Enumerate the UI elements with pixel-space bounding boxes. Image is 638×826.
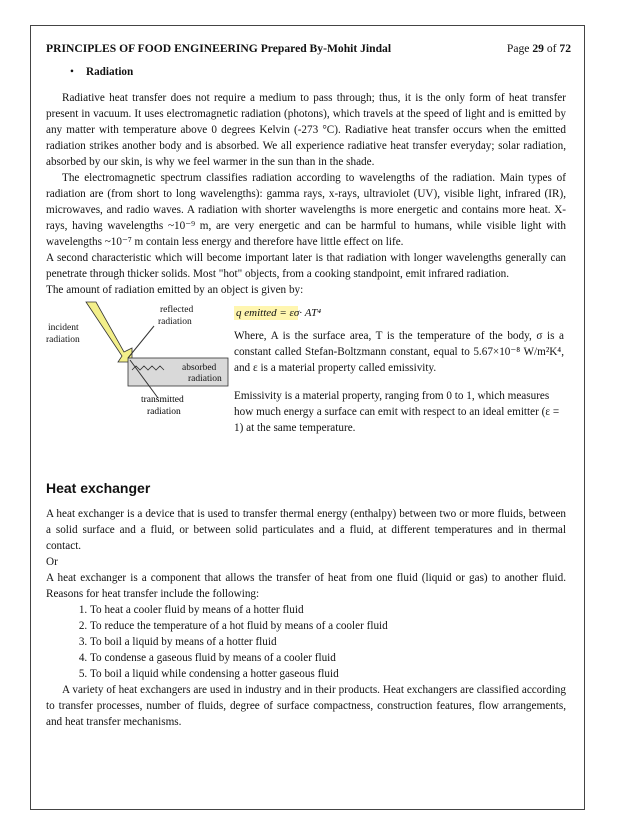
- document-title: PRINCIPLES OF FOOD ENGINEERING Prepared By-Mohit Jindal: [46, 42, 392, 55]
- page-content: [46, 64, 566, 730]
- radiation-paragraph-3: A second characteristic which will become important later is that radiation with longer wavelengths generally can penetrate through thicker solids. Most "hot" objects, from a cooking standpoint, emit infrared radiation.: [46, 252, 566, 280]
- formula-explanation: Where, A is the surface area, T is the temperature of the body, σ is a constant called Stefan-Boltzmann constant, equal to 5.67×10⁻⁸ W/m²K⁴, and ε is a material property called emissivity.: [234, 330, 564, 374]
- incident-label-1: incident: [48, 323, 79, 333]
- transmitted-label-1: transmitted: [141, 395, 184, 405]
- list-item: 3. To boil a liquid by means of a hotter fluid: [90, 634, 566, 650]
- radiation-heading: • Radiation: [70, 66, 134, 78]
- transmitted-label-2: radiation: [147, 407, 181, 417]
- reflected-ray: [128, 326, 154, 358]
- heat-exchanger-paragraph-2: A heat exchanger is a component that allows the transfer of heat from one fluid (liquid or gas) to another fluid. Reasons for heat transfer include the following:: [46, 572, 566, 600]
- transmitted-labels: [141, 392, 211, 420]
- list-item: 5. To boil a liquid while condensing a hotter gaseous fluid: [90, 666, 566, 682]
- radiation-paragraph-1: Radiative heat transfer does not require a medium to pass through; thus, it is the only form of heat transfer present in vacuum. It uses electromagnetic radiation (photons), which travels at the speed of light and is emitted by any matter with temperature above 0 degrees Kelvin (-273 °C). Radiative heat transfer occurs when the emitted radiation strikes another body and is absorbed. We all experience radiative heat transfer everyday; solar radiation, absorbed by our skin, is why we feel warmer in the sun than in the shade.: [46, 92, 566, 168]
- heat-transfer-reasons-list: [46, 602, 566, 682]
- current-page: 29: [532, 42, 544, 55]
- page-number: Page 29 of 72: [506, 42, 571, 55]
- total-pages: 72: [559, 42, 571, 55]
- list-item: 1. To heat a cooler fluid by means of a hotter fluid: [90, 602, 566, 618]
- heat-exchanger-paragraph-3: A variety of heat exchangers are used in industry and in their products. Heat exchangers are classified according to transfer processes, number of fluids, degree of surface compactness, construction features, flow arrangements, and heat transfer mechanisms.: [46, 684, 566, 728]
- reflected-label-2: radiation: [158, 317, 192, 327]
- or-separator: Or: [46, 556, 58, 568]
- radiation-paragraph-4: The amount of radiation emitted by an object is given by:: [46, 284, 304, 296]
- reflected-label-1: reflected: [160, 305, 194, 315]
- incident-label-2: radiation: [46, 335, 80, 345]
- heat-exchanger-heading: Heat exchanger: [46, 480, 151, 496]
- list-item: 2. To reduce the temperature of a hot fluid by means of a cooler fluid: [90, 618, 566, 634]
- radiation-diagram: [46, 300, 231, 400]
- incident-arrow: [86, 302, 132, 362]
- bullet-icon: •: [70, 66, 74, 78]
- absorbed-label-2: radiation: [188, 374, 222, 384]
- radiation-paragraph-2: The electromagnetic spectrum classifies radiation according to wavelengths of the radiation. Main types of radiation are (from short to long wavelengths): gamma rays, x-rays, ultraviolet (UV), visible light, infrared (IR), microwaves, and radio waves. A radiation with shorter wavelengths is more energetic and contains more heat. X-rays, having wavelengths ~10⁻⁹ m, are very energetic and can be harmful to humans, while visible light with wavelengths ~10⁻⁷ m contain less energy and therefore have little effect on life.: [46, 172, 566, 248]
- heat-exchanger-paragraph-1: A heat exchanger is a device that is used to transfer thermal energy (enthalpy) between two or more fluids, between a solid surface and a fluid, or between solid particulates and a fluid, at different temperatures and in thermal contact.: [46, 508, 566, 552]
- absorbed-label-1: absorbed: [182, 363, 217, 373]
- radiation-figure: [46, 300, 566, 434]
- emissivity-paragraph: Emissivity is a material property, ranging from 0 to 1, which measures how much energy a surface can emit with respect to an ideal emitter (ε = 1) at the same temperature.: [234, 390, 560, 434]
- radiation-formula: q emitted = εσ· AT⁴: [236, 307, 322, 319]
- list-item: 4. To condense a gaseous fluid by means of a cooler fluid: [90, 650, 566, 666]
